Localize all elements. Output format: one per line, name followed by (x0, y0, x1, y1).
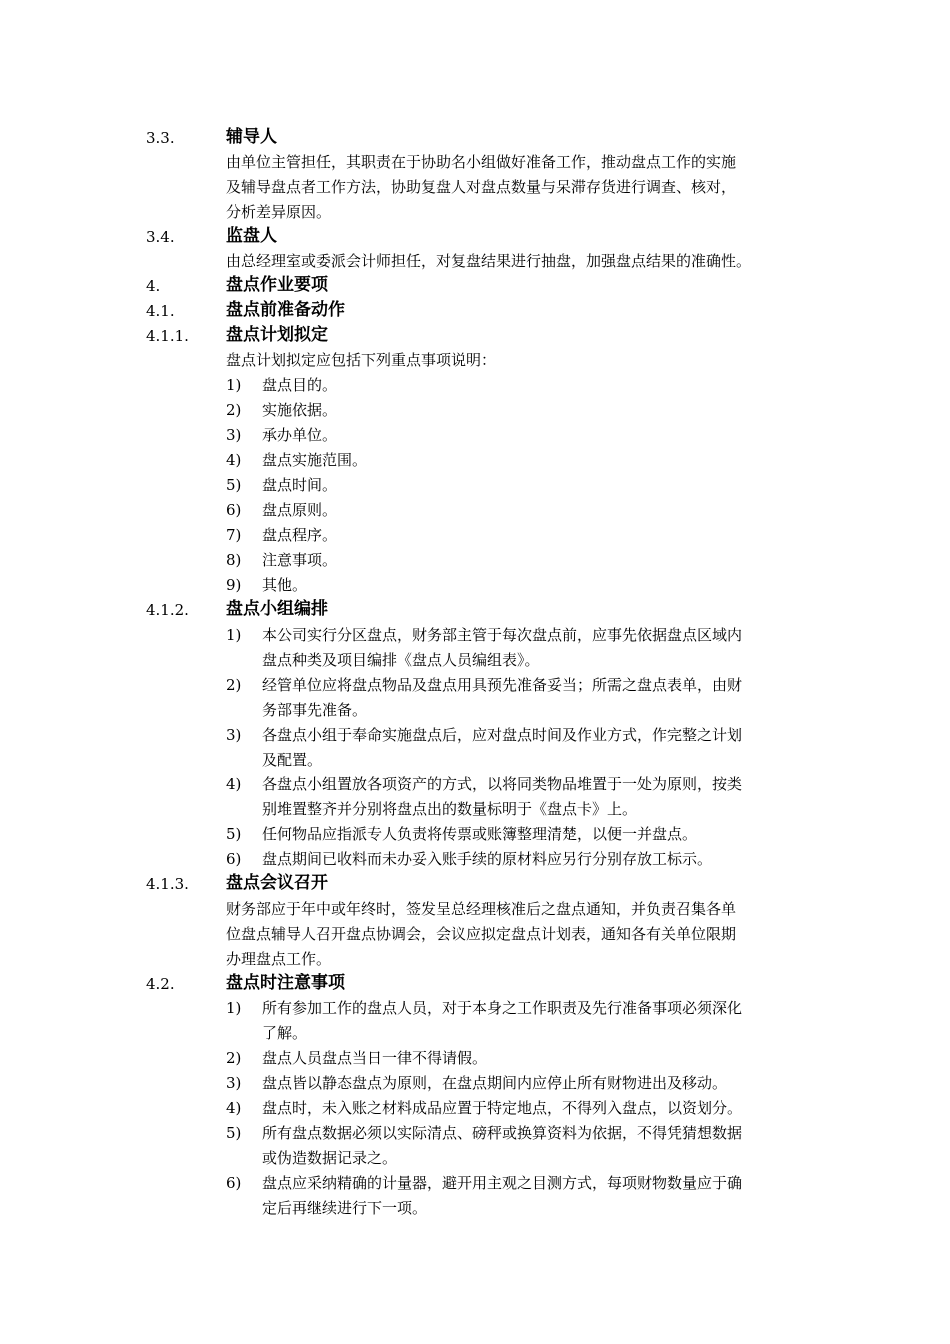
paragraph-line: 分析差异原因。 (226, 203, 332, 221)
list-item: 各盘点小组于奉命实施盘点后，应对盘点时间及作业方式，作完整之计划 (262, 726, 743, 744)
section-heading: 盘点小组编排 (226, 599, 328, 619)
list-item-number: 4) (226, 451, 242, 469)
paragraph-line: 及辅导盘点者工作方法，协助复盘人对盘点数量与呆滞存货进行调查、核对， (226, 178, 737, 196)
list-item: 注意事项。 (262, 551, 338, 569)
list-item-number: 2) (226, 401, 242, 419)
list-item: 盘点程序。 (262, 526, 338, 544)
paragraph-line: 由单位主管担任，其职责在于协助名小组做好准备工作，推动盘点工作的实施 (226, 153, 737, 171)
paragraph-line: 办理盘点工作。 (226, 950, 332, 968)
list-item: 盘点实施范围。 (262, 451, 368, 469)
section-heading: 盘点作业要项 (226, 275, 328, 295)
section-number: 3.3. (146, 129, 175, 147)
section-number: 4.1. (146, 302, 175, 320)
list-item-number: 3) (226, 726, 242, 744)
list-item-number: 2) (226, 1049, 242, 1067)
list-item: 经管单位应将盘点物品及盘点用具预先准备妥当；所需之盘点表单，由财 (262, 676, 743, 694)
list-item: 盘点时，未入账之材料成品应置于特定地点，不得列入盘点，以资划分。 (262, 1099, 743, 1117)
list-item-number: 6) (226, 501, 242, 519)
list-item-continuation: 务部事先准备。 (262, 701, 368, 719)
section-number: 4.1.3. (146, 875, 189, 893)
list-item-continuation: 盘点种类及项目编排《盘点人员编组表》。 (262, 651, 540, 669)
list-item-number: 6) (226, 850, 242, 868)
list-item-number: 8) (226, 551, 242, 569)
paragraph-line: 位盘点辅导人召开盘点协调会，会议应拟定盘点计划表，通知各有关单位限期 (226, 925, 737, 943)
paragraph-line: 财务部应于年中或年终时，签发呈总经理核准后之盘点通知，并负责召集各单 (226, 900, 737, 918)
list-item-number: 5) (226, 825, 242, 843)
list-item-number: 9) (226, 576, 242, 594)
list-item: 盘点人员盘点当日一律不得请假。 (262, 1049, 488, 1067)
list-item-number: 3) (226, 426, 242, 444)
list-item: 各盘点小组置放各项资产的方式，以将同类物品堆置于一处为原则，按类 (262, 775, 743, 793)
list-item: 盘点目的。 (262, 376, 338, 394)
section-number: 4.1.1. (146, 327, 189, 345)
list-item-continuation: 了解。 (262, 1024, 308, 1042)
paragraph-line: 由总经理室或委派会计师担任，对复盘结果进行抽盘，加强盘点结果的准确性。 (226, 252, 752, 270)
list-item: 承办单位。 (262, 426, 338, 444)
list-item-number: 5) (226, 476, 242, 494)
list-item-number: 1) (226, 376, 242, 394)
list-item-number: 1) (226, 626, 242, 644)
list-item-number: 1) (226, 999, 242, 1017)
list-item-number: 4) (226, 775, 242, 793)
list-item-continuation: 或伪造数据记录之。 (262, 1149, 398, 1167)
list-item-number: 2) (226, 676, 242, 694)
list-item-number: 3) (226, 1074, 242, 1092)
section-heading: 盘点会议召开 (226, 873, 328, 893)
section-heading: 盘点时注意事项 (226, 973, 345, 993)
section-heading: 盘点前准备动作 (226, 300, 345, 320)
section-heading: 辅导人 (226, 127, 277, 147)
section-number: 4.2. (146, 975, 175, 993)
list-item-number: 6) (226, 1174, 242, 1192)
list-item: 盘点应采纳精确的计量器，避开用主观之目测方式，每项财物数量应于确 (262, 1174, 743, 1192)
list-item-continuation: 及配置。 (262, 751, 323, 769)
list-item: 实施依据。 (262, 401, 338, 419)
list-item: 盘点时间。 (262, 476, 338, 494)
list-item: 任何物品应指派专人负责将传票或账簿整理清楚，以便一并盘点。 (262, 825, 698, 843)
list-item-number: 5) (226, 1124, 242, 1142)
list-item: 所有参加工作的盘点人员，对于本身之工作职责及先行准备事项必须深化 (262, 999, 743, 1017)
list-item: 其他。 (262, 576, 308, 594)
section-number: 4.1.2. (146, 601, 189, 619)
list-item-continuation: 定后再继续进行下一项。 (262, 1199, 428, 1217)
section-heading: 盘点计划拟定 (226, 325, 328, 345)
list-item: 盘点皆以静态盘点为原则，在盘点期间内应停止所有财物进出及移动。 (262, 1074, 728, 1092)
section-heading: 监盘人 (226, 226, 277, 246)
list-item: 本公司实行分区盘点，财务部主管于每次盘点前，应事先依据盘点区域内 (262, 626, 743, 644)
list-item: 盘点原则。 (262, 501, 338, 519)
list-item-number: 4) (226, 1099, 242, 1117)
section-number: 4. (146, 277, 161, 295)
list-item: 所有盘点数据必须以实际清点、磅秤或换算资料为依据，不得凭猜想数据 (262, 1124, 743, 1142)
list-item-continuation: 别堆置整齐并分别将盘点出的数量标明于《盘点卡》上。 (262, 800, 638, 818)
list-item-number: 7) (226, 526, 242, 544)
section-number: 3.4. (146, 228, 175, 246)
paragraph-line: 盘点计划拟定应包括下列重点事项说明： (226, 351, 497, 369)
list-item: 盘点期间已收料而未办妥入账手续的原材料应另行分别存放工标示。 (262, 850, 713, 868)
